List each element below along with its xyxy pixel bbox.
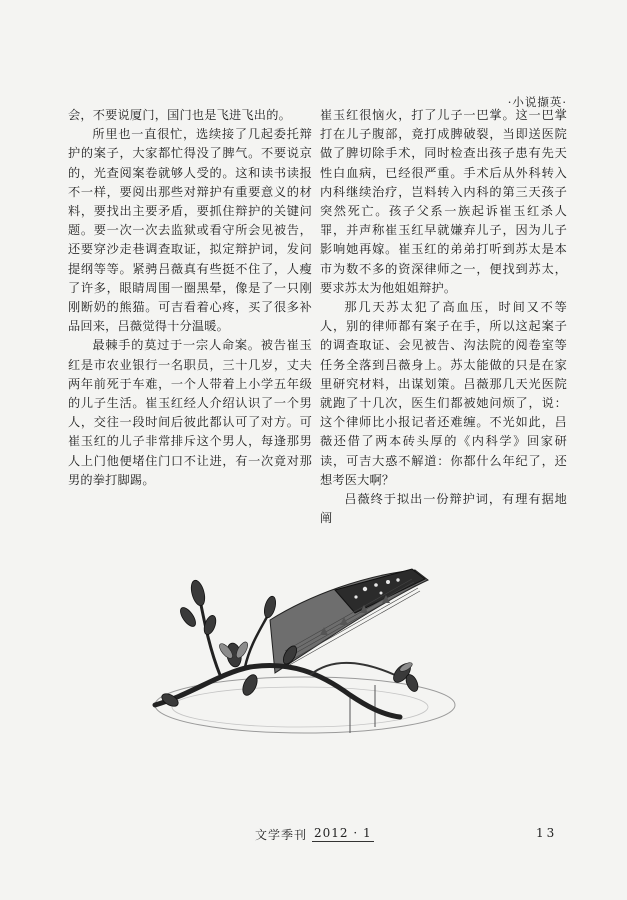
right-column: [320, 106, 567, 528]
issue-number: 2012 · 1: [314, 826, 372, 840]
paragraph: 会，不要说厦门，国门也是飞进飞出的。: [68, 108, 291, 122]
section-tag: ·小说撷英·: [507, 95, 567, 109]
paragraph: 崔玉红很恼火，打了儿子一巴掌。这一巴掌打在儿子腹部，竟打成脾破裂，当即送医院做了脾切除手术，同时检查出孩子患有先天性白血病，已经很严重。手术后从外科转入内科继续治疗，岂料转入内科的第三天孩子突然死亡。孩子父系一族起诉崔玉红杀人罪，并声称崔玉红早就嫌弃儿子，因为儿子影响她再嫁。崔玉红的弟弟打听到苏太是本市为数不多的资深律师之一，便找到苏太，要求苏太为他姐姐辩护。: [320, 108, 567, 295]
page-number: 13: [536, 826, 558, 840]
left-column: [68, 106, 312, 490]
paragraph: 吕薇终于拟出一份辩护词，有理有据地阐: [320, 492, 567, 526]
paragraph: 所里也一直很忙，选续接了几起委托辩护的案子，大家都忙得没了脾气。不要说京的，光查阅案卷就够人受的。这和读书读报不一样，要阅出那些对辩护有重要意义的材料，要找出主要矛盾，要抓住辩护的关键问题。要一次一次去监狱或看守所会见被告，还要穿沙走巷调查取证，拟定辩护词，发问提纲等等。紧骋吕薇真有些挺不住了，人瘦了许多，眼睛周围一圈黑晕，像是了一只刚刚断奶的熊猫。可吉看着心疼，买了很多补品回来，吕薇觉得十分温暖。: [68, 127, 312, 334]
paragraph: 最棘手的莫过于一宗人命案。被告崔玉红是市农业银行一名职员，三十几岁，丈夫两年前死于车难，一个人带着上小学五年级的儿子生活。崔玉红经人介绍认识了一个男人，交往一段时间后彼此都认可了对方。可崔玉红的儿子非常排斥这个男人，每逢那男人上门他便堵住门口不让进，有一次竟对那男的拳打脚踢。: [68, 338, 312, 487]
guzheng-magnolia-illustration: [150, 555, 480, 755]
paragraph: 那几天苏太犯了高血压，时间又不等人，别的律师都有案子在手，所以这起案子的调查取证、会见被告、沟法院的阅卷室等任务全落到吕薇身上。苏太能做的只是在家里研究材料，出谋划策。吕薇那几天光医院就跑了十几次，医生们都被她问烦了，说：这个律师比小报记者还难缠。不光如此，吕薇还借了两本砖头厚的《内科学》回家研读，可吉大惑不解道：你都什么年纪了，还想考医大啊？: [320, 300, 567, 487]
magazine-name: 文学季刊: [255, 828, 308, 842]
